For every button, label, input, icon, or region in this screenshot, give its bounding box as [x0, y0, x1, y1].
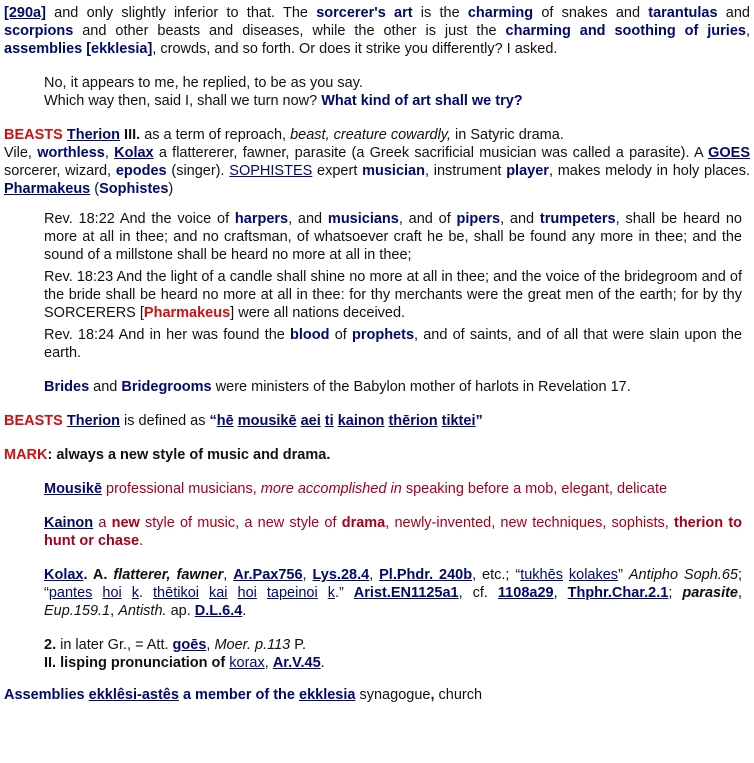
link-dl[interactable]: D.L.6.4 [194, 603, 243, 619]
kainon-definition: Kainon a new style of music, a new style of drama, newly-invented, new techniques, sophists, therion to hunt or chase. [44, 515, 742, 549]
link-tapeinoi[interactable]: tapeinoi [266, 585, 318, 601]
link-goes[interactable]: GOES [708, 145, 750, 161]
link-pharmakeus[interactable]: Pharmakeus [4, 181, 91, 197]
link-kolax[interactable]: Kolax [114, 145, 154, 161]
link-kainon[interactable]: kainon [337, 413, 385, 429]
heading-beasts-therion: BEASTS Therion III. as a term of reproach, beast, creature cowardly, in Satyric drama. [4, 127, 564, 143]
link-korax[interactable]: korax [229, 655, 265, 671]
link-ti[interactable]: ti [324, 413, 334, 429]
link-hoi-2[interactable]: hoi [237, 585, 257, 601]
rev-18-24: Rev. 18:24 And in her was found the blood of prophets, and of saints, and of all that were slain upon the earth. [44, 327, 742, 361]
link-mousike-def[interactable]: Mousikē [44, 481, 103, 497]
link-aei[interactable]: aei [300, 413, 321, 429]
link-kai[interactable]: kai [208, 585, 228, 601]
kolax-definition: Kolax. A. flatterer, fawner, Ar.Pax756, Lys.28.4, Pl.Phdr. 240b, etc.; “tukhēs kolakes” Antipho Soph.65; “pantes hoi k. thētikoi kai hoi tapeinoi k.” Arist.EN1125a1, cf. 1108a29, Thphr.Char.2.1; parasite, Eup.159.1, Antisth. ap. D.L.6.4. [44, 567, 743, 619]
link-kolakes[interactable]: kolakes [568, 567, 619, 583]
assemblies-line: Assemblies ekklêsi-astês a member of the ekklesia synagogue, church [4, 687, 483, 703]
link-thphr-char[interactable]: Thphr.Char.2.1 [567, 585, 669, 601]
link-ar-pax[interactable]: Ar.Pax756 [233, 567, 303, 583]
link-k[interactable]: k [131, 585, 139, 601]
mark-line: MARK: always a new style of music and drama. [4, 447, 331, 463]
paragraph-sorcerer: [290a] and only slightly inferior to that. The sorcerer's art is the charming of snakes and tarantulas and scorpions and other beasts and diseases, while the other is just the charming and soothing of juries, assemblies [ekklesia], crowds, and so forth. Or does it strike you differently? I asked. [4, 5, 750, 57]
link-ekklesia[interactable]: ekklesia [299, 687, 356, 703]
link-hoi[interactable]: hoi [102, 585, 122, 601]
link-goes-2[interactable]: goēs [172, 637, 207, 653]
link-kainon-def[interactable]: Kainon [44, 515, 94, 531]
link-tukhes[interactable]: tukhēs [520, 567, 563, 583]
link-ar-v[interactable]: Ar.V.45 [272, 655, 321, 671]
link-arist-en[interactable]: Arist.EN1125a1 [353, 585, 459, 601]
rev-18-22: Rev. 18:22 And the voice of harpers, and musicians, and of pipers, and trumpeters, shall be heard no more at all in thee; and no craftsman, of whatsoever craft he be, shall be found any more in thee; and the sound of a millstone shall be heard no more at all in thee; [44, 211, 742, 263]
link-kolax-def[interactable]: Kolax [44, 567, 84, 583]
brides-line: Brides and Bridegrooms were ministers of the Babylon mother of harlots in Revelation 17. [44, 379, 631, 395]
link-therion-2[interactable]: Therion [66, 413, 121, 429]
mousike-definition: Mousikē professional musicians, more accomplished in speaking before a mob, elegant, delicate [44, 481, 668, 497]
rev-18-23: Rev. 18:23 And the light of a candle shall shine no more at all in thee; and the voice of the bridegroom and of the bride shall be heard no more at all in thee: for thy merchants were the great men of the earth; for by thy SORCERERS [Pharmakeus] were all nations deceived. [44, 269, 742, 321]
paragraph-vile: Vile, worthless, Kolax a flattererer, fawner, parasite (a Greek sacrificial musician was called a parasite). A GOES sorcerer, wizard, epodes (singer). SOPHISTES expert musician, instrument player, makes melody in holy places. Pharmakeus (Sophistes) [4, 145, 750, 197]
link-pl-phdr[interactable]: Pl.Phdr. 240b [379, 567, 473, 583]
heading-beasts-defined: BEASTS Therion is defined as “hē mousikē aei ti kainon thērion tiktei” [4, 413, 483, 429]
beasts-label: BEASTS [4, 127, 63, 143]
link-1108a29[interactable]: 1108a29 [497, 585, 554, 601]
link-thetikoi[interactable]: thētikoi [153, 585, 199, 601]
link-290a[interactable]: [290a] [4, 5, 46, 21]
link-ekklesi-astes[interactable]: ekklêsi-astês [88, 687, 179, 703]
link-lys[interactable]: Lys.28.4 [312, 567, 370, 583]
link-k-2[interactable]: k [327, 585, 335, 601]
link-mousike[interactable]: mousikē [237, 413, 297, 429]
later-greek-line: 2. in later Gr., = Att. goēs, Moer. p.113 P. [44, 637, 307, 653]
link-therion[interactable]: Therion [66, 127, 121, 143]
link-he[interactable]: hē [216, 413, 234, 429]
link-sophistes[interactable]: SOPHISTES [229, 163, 313, 179]
paragraph-reply: No, it appears to me, he replied, to be as you say. Which way then, said I, shall we turn now? What kind of art shall we try? [44, 75, 523, 109]
link-therion-3[interactable]: thērion [388, 413, 438, 429]
beasts-label-2: BEASTS [4, 413, 63, 429]
lisping-line: II. lisping pronunciation of korax, Ar.V.45. [44, 655, 325, 671]
pharmakeus-red: Pharmakeus [143, 305, 231, 321]
mark-label: MARK [4, 447, 48, 463]
link-tiktei[interactable]: tiktei [441, 413, 476, 429]
link-pantes[interactable]: pantes [48, 585, 93, 601]
